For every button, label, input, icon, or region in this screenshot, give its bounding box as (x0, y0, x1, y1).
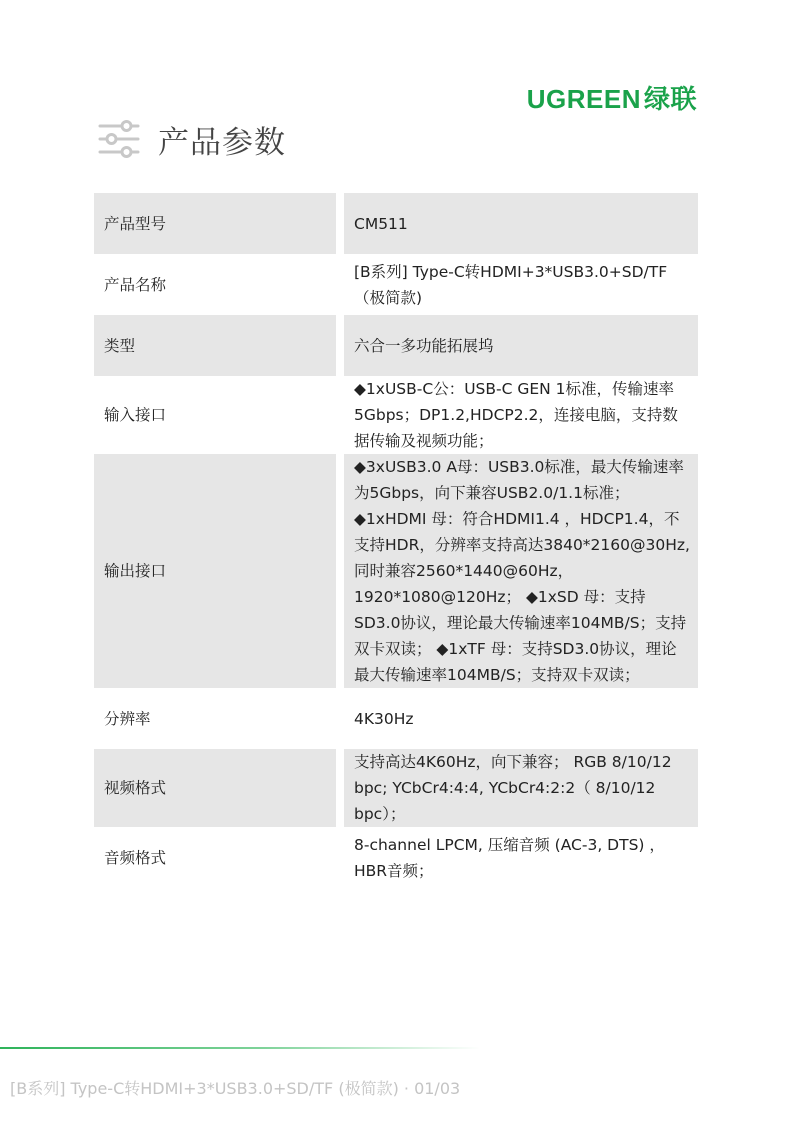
spec-value: 4K30Hz (354, 709, 414, 728)
table-row (94, 315, 698, 376)
footer-divider (0, 1047, 480, 1049)
spec-value: ◆1xUSB-C公：USB-C GEN 1标准，传输速率5Gbps；DP1.2,HDCP2.2，连接电脑，支持数据传输及视频功能； (354, 380, 678, 450)
spec-value: CM511 (340, 193, 698, 254)
spec-key: 输出接口 (94, 454, 340, 688)
table-row (94, 376, 698, 454)
spec-value: ◆3xUSB3.0 A母：USB3.0标准，最大传输速率为5Gbps，向下兼容USB2.0/1.1标准； ◆1xHDMI 母：符合HDMI1.4 ，HDCP1.4，不支持HDR，分辨率支持高达3840*2160@30Hz,同时兼容2560*1440@60Hz，1920*1080@120Hz； ◆1xSD 母：支持SD3.0协议，理论最大传输速率104MB/S；支持双卡双读； ◆1xTF 母：支持SD3.0协议，理论最大传输速率104MB/S；支持双卡双读； (340, 454, 698, 688)
spec-key: 分辨率 (94, 688, 340, 749)
settings-sliders-icon (98, 119, 140, 159)
table-row (94, 827, 698, 888)
spec-key: 音频格式 (94, 827, 340, 888)
spec-key: 输入接口 (94, 376, 340, 454)
brand-logo-latin: UGREEN (526, 84, 641, 114)
spec-value: 六合一多功能拓展坞 (340, 315, 698, 376)
table-row (94, 193, 698, 254)
spec-key: 产品名称 (94, 254, 340, 315)
spec-value: 8-channel LPCM, 压缩音频 (AC-3, DTS) ，HBR音频； (354, 835, 665, 880)
table-row (94, 454, 698, 688)
spec-table (94, 193, 698, 888)
spec-key: 产品型号 (94, 193, 340, 254)
spec-key: 类型 (94, 315, 340, 376)
brand-logo-cjk: 绿联 (643, 84, 697, 114)
table-row (94, 254, 698, 315)
page-title: 产品参数 (158, 124, 286, 161)
table-row (94, 749, 698, 827)
table-row (94, 688, 698, 749)
footer-caption: [B系列] Type-C转HDMI+3*USB3.0+SD/TF (极简款) · 01/03 (10, 1079, 461, 1098)
brand-logo (527, 84, 697, 114)
spec-value: 支持高达4K60Hz，向下兼容； RGB 8/10/12 bpc; YCbCr4:4:4, YCbCr4:2:2（ 8/10/12 bpc）； (340, 749, 698, 827)
spec-value: [B系列] Type-C转HDMI+3*USB3.0+SD/TF（极简款) (354, 262, 668, 307)
spec-key: 视频格式 (94, 749, 340, 827)
section-header (98, 118, 286, 160)
